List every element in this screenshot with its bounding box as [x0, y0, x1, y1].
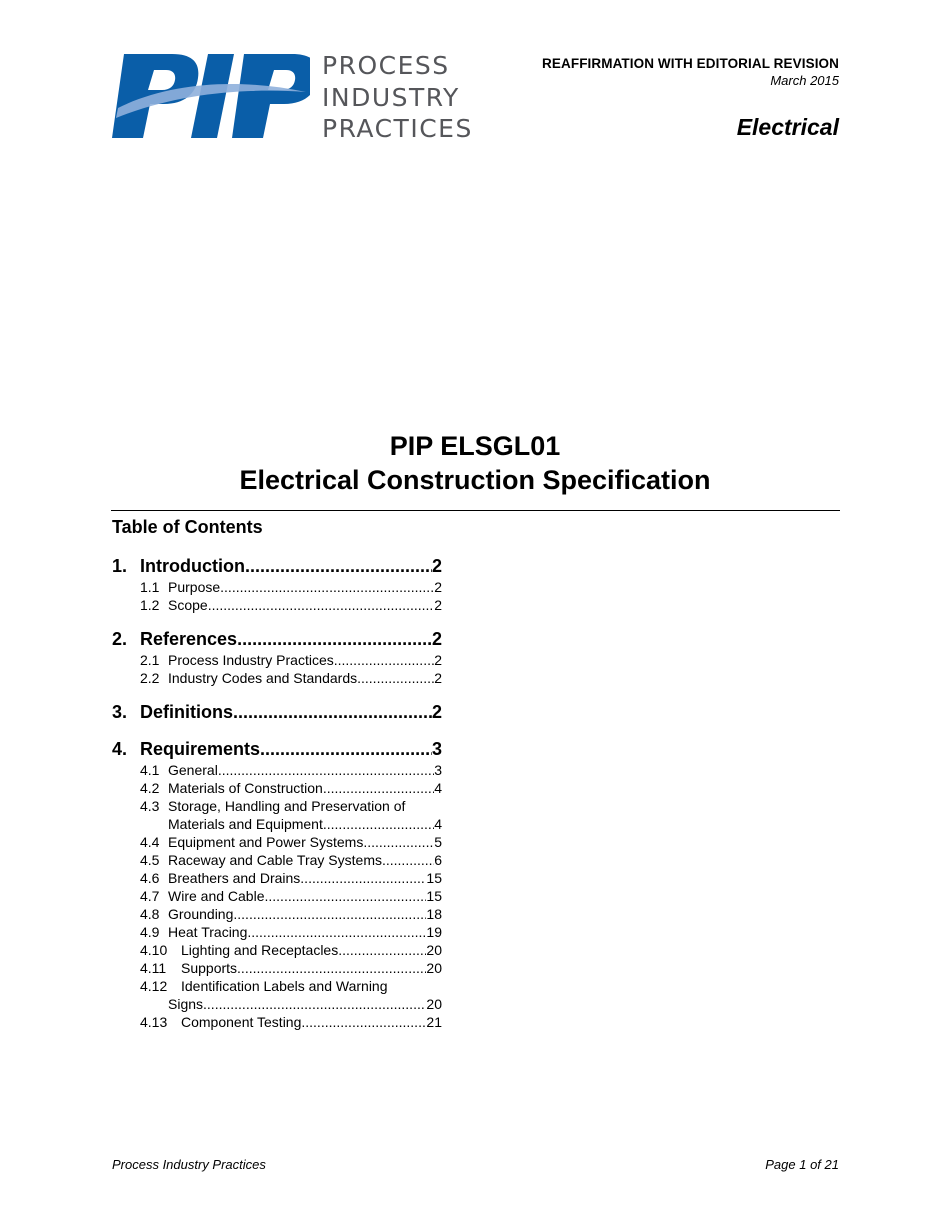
toc-section	[112, 628, 442, 687]
toc-page-number: 2	[431, 556, 442, 576]
toc-page-number: 2	[434, 597, 442, 613]
toc-page-number: 4	[434, 780, 442, 796]
toc-entry-label: Industry Codes and Standards	[168, 670, 358, 686]
toc-page-number: 3	[431, 739, 442, 759]
toc-entry-number: 4.3	[140, 798, 160, 814]
toc-section-label: References	[140, 629, 238, 649]
toc-page-number: 3	[434, 762, 442, 778]
toc-entry-number: 4.12	[140, 978, 168, 994]
toc-entry-label: Lighting and Receptacles	[181, 942, 339, 958]
toc-entry-label: Heat Tracing	[168, 924, 248, 940]
toc-page-number: 2	[434, 652, 442, 668]
toc-leader	[237, 628, 432, 651]
toc-section-number: 1.	[112, 556, 128, 576]
toc-section-number: 3.	[112, 702, 128, 722]
toc-page-number: 6	[434, 852, 442, 868]
toc-entry[interactable]	[112, 651, 442, 669]
toc-entry-label: Process Industry Practices	[168, 652, 334, 668]
toc-page-number: 20	[426, 942, 442, 958]
toc-entry[interactable]	[112, 977, 442, 1013]
toc-page-number: 15	[426, 870, 442, 886]
toc-page-number: 2	[431, 702, 442, 722]
toc-leader	[247, 923, 426, 941]
toc-entry-label: Equipment and Power Systems	[168, 834, 364, 850]
toc-entry-number: 4.11	[140, 960, 167, 976]
toc-leader	[237, 959, 426, 977]
toc-entry-label: General	[168, 762, 218, 778]
toc-section	[112, 701, 442, 724]
toc-leader	[357, 669, 434, 687]
toc-leader	[334, 651, 434, 669]
logo-line: INDUSTRY	[322, 82, 460, 112]
toc-page-number: 18	[426, 906, 442, 922]
document-name: Electrical Construction Specification	[239, 465, 711, 495]
toc-entry-number: 1.2	[140, 597, 160, 613]
toc-entry-number: 4.2	[140, 780, 160, 796]
toc-page-number: 2	[434, 579, 442, 595]
toc-entry[interactable]	[112, 905, 442, 923]
toc-entry[interactable]	[112, 887, 442, 905]
toc-page-number: 20	[426, 996, 442, 1012]
toc-leader	[218, 761, 434, 779]
toc-page-number: 2	[431, 629, 442, 649]
toc-entry-number: 4.8	[140, 906, 160, 922]
toc-section-label: Introduction	[140, 556, 245, 576]
toc-entry[interactable]	[112, 1013, 442, 1031]
toc-page-number: 21	[426, 1014, 442, 1030]
toc-entry[interactable]	[112, 941, 442, 959]
document-number: PIP ELSGL01	[389, 431, 561, 461]
revision-status: REAFFIRMATION WITH EDITORIAL REVISION	[542, 56, 839, 71]
toc-entry-label: Scope	[168, 597, 208, 613]
toc-leader	[260, 738, 432, 761]
toc-entry-number: 2.1	[140, 652, 160, 668]
toc-entry-label: Raceway and Cable Tray Systems	[168, 852, 382, 868]
document-title	[0, 429, 950, 497]
table-of-contents	[112, 517, 442, 1045]
toc-entry-continuation	[112, 815, 442, 833]
toc-page-number: 20	[426, 960, 442, 976]
toc-leader	[323, 779, 434, 797]
toc-entry[interactable]	[112, 779, 442, 797]
toc-section	[112, 738, 442, 1031]
toc-section-entry[interactable]	[112, 701, 442, 724]
toc-section-label: Requirements	[140, 739, 261, 759]
toc-entry-label: Identification Labels and Warning	[181, 978, 388, 994]
toc-entry[interactable]	[112, 596, 442, 614]
toc-entry-number: 4.10	[140, 942, 168, 958]
toc-entry-label-cont: Materials and Equipment	[168, 816, 323, 832]
toc-entry[interactable]	[112, 959, 442, 977]
toc-leader	[208, 596, 435, 614]
toc-leader	[233, 905, 426, 923]
logo-line: PROCESS	[322, 51, 450, 80]
toc-leader	[245, 555, 432, 578]
toc-entry-number: 4.4	[140, 834, 160, 850]
toc-entry-line	[112, 977, 442, 995]
toc-entry-label: Wire and Cable	[168, 888, 265, 904]
toc-entry-number: 2.2	[140, 670, 160, 686]
footer-page-number: Page 1 of 21	[765, 1157, 839, 1172]
toc-entry-label-cont: Signs	[168, 996, 204, 1012]
toc-entry-label: Materials of Construction	[168, 780, 323, 796]
footer-publisher: Process Industry Practices	[112, 1157, 266, 1172]
toc-entry-label: Purpose	[168, 579, 221, 595]
toc-entry-label: Storage, Handling and Preservation of	[168, 798, 406, 814]
toc-entry[interactable]	[112, 923, 442, 941]
pip-logo-mark	[110, 52, 310, 142]
toc-entry-label: Grounding	[168, 906, 234, 922]
toc-entry-number: 1.1	[140, 579, 160, 595]
logo-line: PRACTICES	[322, 114, 473, 143]
toc-page-number: 15	[426, 888, 442, 904]
toc-entry-number: 4.13	[140, 1014, 168, 1030]
revision-date: March 2015	[770, 73, 839, 88]
toc-leader	[203, 995, 426, 1013]
toc-leader	[338, 941, 426, 959]
toc-section	[112, 555, 442, 614]
toc-entry[interactable]	[112, 578, 442, 596]
toc-section-number: 2.	[112, 629, 128, 649]
toc-entry-line	[112, 797, 442, 815]
toc-entry-number: 4.1	[140, 762, 160, 778]
toc-entry-label: Breathers and Drains	[168, 870, 301, 886]
toc-leader	[382, 851, 434, 869]
toc-entry[interactable]	[112, 869, 442, 887]
toc-leader	[363, 833, 434, 851]
toc-entry-continuation	[112, 995, 442, 1013]
toc-entry-number: 4.5	[140, 852, 160, 868]
toc-entry-number: 4.7	[140, 888, 160, 904]
toc-entry-number: 4.9	[140, 924, 160, 940]
toc-section-number: 4.	[112, 739, 128, 759]
toc-leader	[265, 887, 427, 905]
toc-leader	[233, 701, 432, 724]
toc-section-label: Definitions	[140, 702, 233, 722]
title-divider	[111, 510, 840, 511]
toc-page-number: 19	[426, 924, 442, 940]
toc-entry[interactable]	[112, 851, 442, 869]
toc-heading: Table of Contents	[112, 517, 263, 537]
toc-entry-number: 4.6	[140, 870, 160, 886]
toc-page-number: 2	[434, 670, 442, 686]
toc-entry[interactable]	[112, 797, 442, 833]
toc-entry-label: Supports	[181, 960, 238, 976]
category-label: Electrical	[736, 114, 839, 140]
toc-leader	[300, 869, 426, 887]
toc-page-number: 4	[434, 816, 442, 832]
toc-entry[interactable]	[112, 761, 442, 779]
toc-section-entry[interactable]	[112, 738, 442, 761]
pip-logo	[110, 50, 490, 142]
toc-leader	[323, 815, 434, 833]
toc-leader	[301, 1013, 426, 1031]
toc-entry-label: Component Testing	[181, 1014, 302, 1030]
toc-page-number: 5	[434, 834, 442, 850]
logo-wordmark	[322, 50, 502, 145]
toc-section-entry[interactable]	[112, 628, 442, 651]
toc-entry[interactable]	[112, 833, 442, 851]
revision-info	[542, 56, 839, 88]
toc-section-entry[interactable]	[112, 555, 442, 578]
toc-entry[interactable]	[112, 669, 442, 687]
toc-leader	[220, 578, 434, 596]
